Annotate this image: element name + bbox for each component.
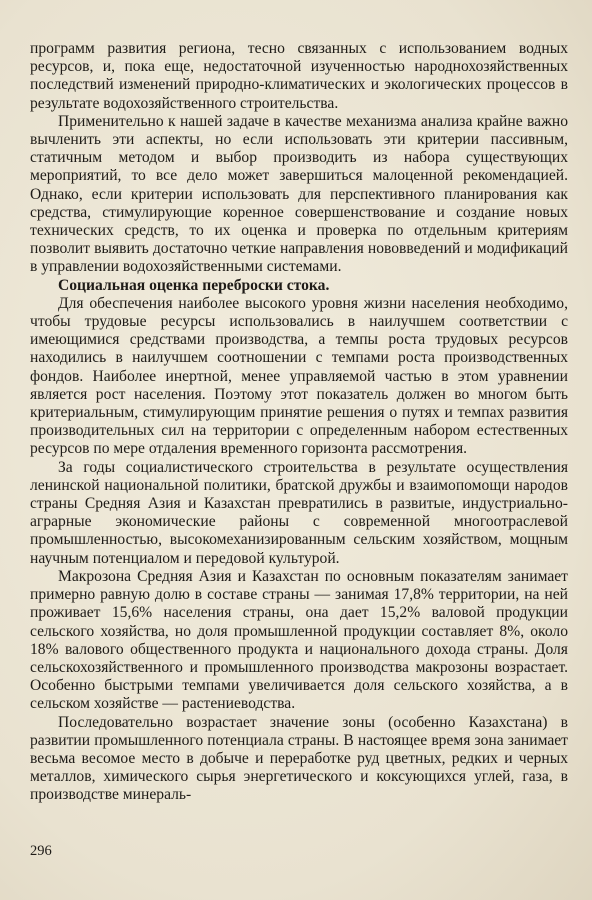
paragraph-6: Последовательно возрастает значение зоны (особенно Казахстана) в развитии промышленного потенциала страны. В настоящее время зона занимает весьма весомое место в добыче и переработке руд цветных, редких и черных металлов, химического сырья энергетического и коксующихся углей, газа, в производстве минераль- (30, 713, 568, 804)
paragraph-2: Применительно к нашей задаче в качестве механизма анализа крайне важно вычленить эти аспекты, но если использовать эти критерии пассивным, статичным методом и выбор производить из набора существующих мероприятий, то все дело может завершиться малоценной рекомендацией. Однако, если критерии использовать для перспективного планирования как средства, стимулирующие коренное совершенствование и создание новых технических средств, то их оценка и проверка по отдельным критериям позволит выявить достаточно четкие направления нововведений и модификаций в управлении водохозяйственными системами. (30, 112, 568, 276)
body-text (30, 40, 568, 805)
page-number: 296 (30, 843, 52, 859)
paragraph-5: Макрозона Средняя Азия и Казахстан по основным показателям занимает примерно равную долю в составе страны — занимая 17,8% территории, на ней проживает 15,6% населения страны, она дает 15,2% валовой продукции сельского хозяйства, но доля промышленной продукции составляет 8%, около 18% валового общественного продукта и национального дохода страны. Доля сельскохозяйственного и промышленного производства макрозоны возрастает. Особенно быстрыми темпами увеличивается доля сельского хозяйства, а в сельском хозяйстве — растениеводства. (30, 567, 568, 713)
paragraph-3: Для обеспечения наиболее высокого уровня жизни населения необходимо, чтобы трудовые ресурсы использовались в наилучшем соответствии с имеющимися средствами производства, а темпы роста трудовых ресурсов находились в наилучшем соотношении с темпами роста производственных фондов. Наиболее инертной, менее управляемой частью в этом уравнении является рост населения. Поэтому этот показатель должен во многом быть критериальным, стимулирующим принятие решения о путях и темпах развития производительных сил на территории с определенным набором естественных ресурсов по мере отдаления временного горизонта рассмотрения. (30, 294, 568, 458)
paragraph-1: программ развития региона, тесно связанных с использованием водных ресурсов, и, пока еще, недостаточной изученностью народнохозяйственных последствий изменений природно-климатических и экологических процессов в результате водохозяйственного строительства. (30, 40, 568, 112)
section-heading: Социальная оценка переброски стока. (58, 276, 330, 294)
paragraph-4: За годы социалистического строительства в результате осуществления ленинской национальной политики, братской дружбы и взаимопомощи народов страны Средняя Азия и Казахстан превратились в развитые, индустриально-аграрные экономические районы с современной многоотраслевой промышленностью, высокомеханизированным сельским хозяйством, мощным научным потенциалом и передовой культурой. (30, 458, 568, 567)
